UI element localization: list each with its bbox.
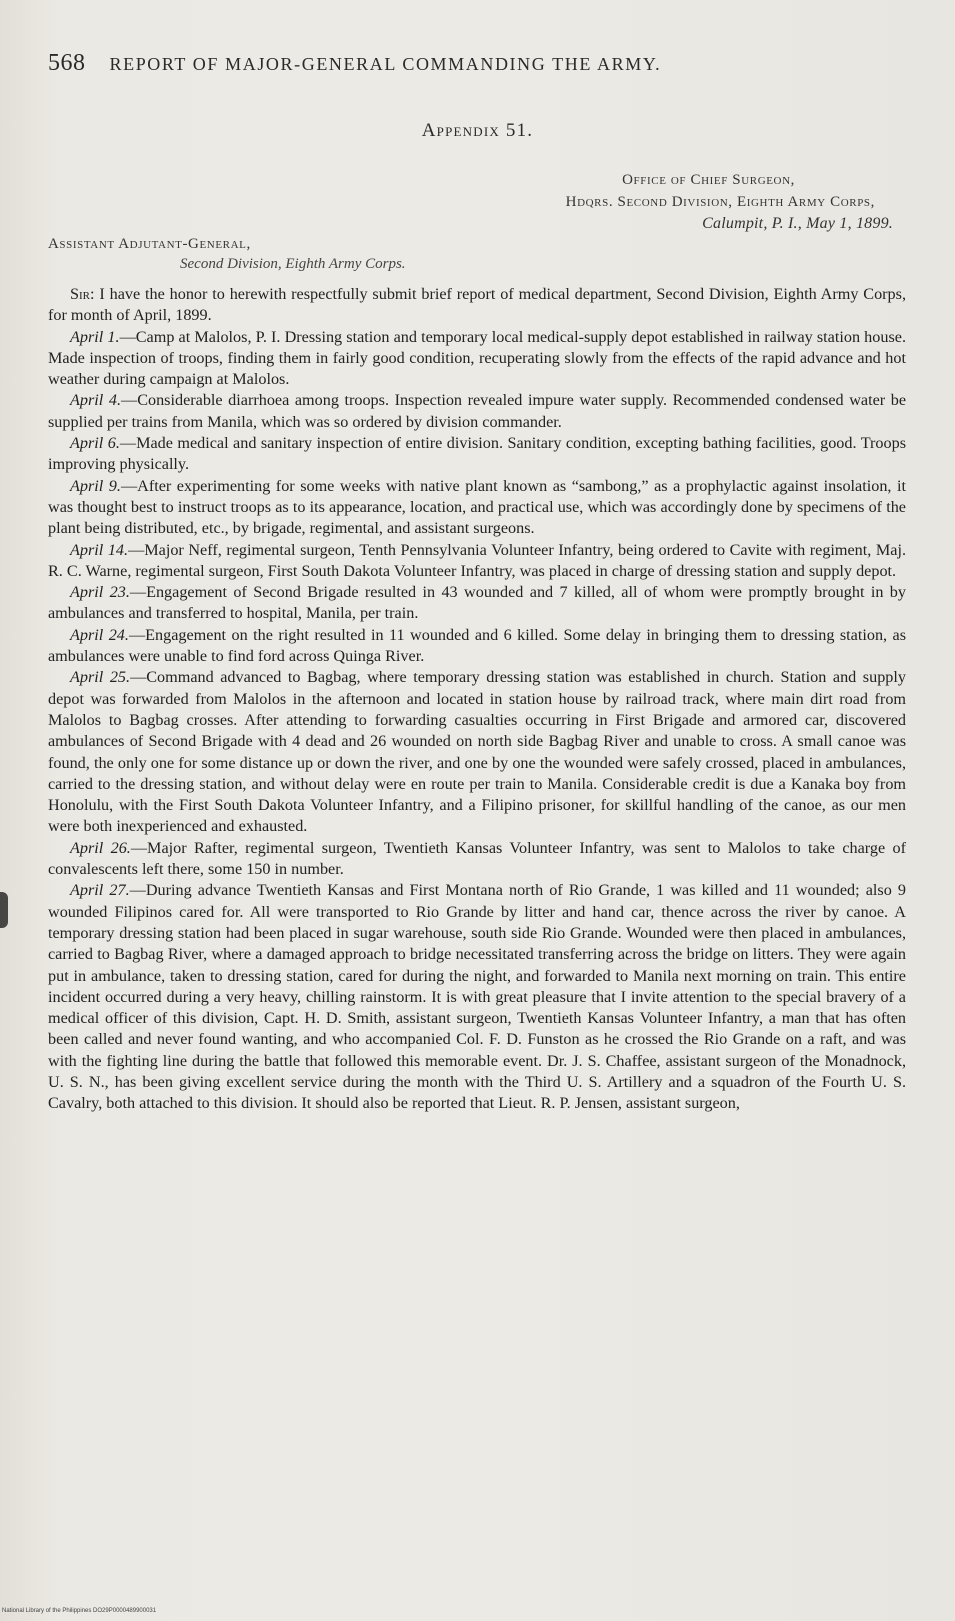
addressee-unit: Second Division, Eighth Army Corps.	[180, 256, 406, 272]
paragraph-entry	[48, 582, 906, 625]
paragraph-text: —Made medical and sanitary inspection of entire division. Sanitary condition, excepting bathing facilities, good. Troops improving physically.	[48, 434, 906, 474]
paragraph-entry	[48, 390, 906, 433]
paragraph-text: —Command advanced to Bagbag, where temporary dressing station was established in church. Station and supply depot was forwarded from Malolos in the afternoon and located in station house by railroad track, where main dirt road from Malolos to Bagbag crosses. After attending to forwarding casualties occurring in First Brigade and armored car, discovered ambulances of Second Brigade with 4 dead and 26 wounded on north side Bagbag River and unable to cross. A small canoe was found, the only one for some distance up or down the river, and one by one the wounded were safely crossed, placed in ambulances, carried to the dressing station, and without delay were en route per train to Manila. Considerable credit is due a Kanaka boy from Honolulu, with the First South Dakota Volunteer Infantry, and a Filipino prisoner, for skillful handling of the canoe, as our men were both inexperienced and exhausted.	[48, 668, 906, 836]
paragraph-text: —Engagement on the right resulted in 11 wounded and 6 killed. Some delay in bringing them to dressing station, as ambulances were unable to find ford across Quinga River.	[48, 625, 906, 666]
entry-date: April 4.	[70, 391, 121, 410]
letterhead-place-date: Calumpit, P. I., May 1, 1899.	[702, 215, 893, 232]
entry-date: April 25.	[70, 668, 131, 687]
page-header	[48, 50, 908, 77]
paragraph-entry	[48, 625, 906, 668]
paragraph-entry	[48, 838, 906, 881]
running-title: REPORT OF MAJOR-GENERAL COMMANDING THE ARMY.	[109, 54, 662, 74]
paragraph-text: I have the honor to herewith respectfully submit brief report of medical department, Second Division, Eighth Army Corps, for month of April, 1899.	[48, 285, 906, 325]
binding-shadow	[0, 892, 8, 928]
salutation: Sir:	[70, 285, 95, 303]
entry-date: April 23.	[70, 583, 130, 602]
entry-date: April 26.	[70, 838, 131, 857]
entry-date: April 24.	[70, 625, 129, 644]
paragraph-entry	[48, 667, 906, 837]
letterhead-office: Office of Chief Surgeon,	[622, 172, 795, 188]
paragraph-text: —Engagement of Second Brigade resulted in 43 wounded and 7 killed, all of whom were promptly brought in by ambulances and transferred to hospital, Manila, per train.	[48, 583, 906, 623]
paragraph-text: —Camp at Malolos, P. I. Dressing station and temporary local medical-supply depot established in railway station house. Made inspection of troops, finding them in fairly good condition, recuperating slowly from the effects of the rapid advance and hot weather during campaign at Malolos.	[48, 327, 906, 389]
library-imprint: National Library of the Philippines DO29P0000489900031	[2, 1608, 157, 1614]
paragraph-entry	[48, 433, 906, 476]
report-body	[48, 284, 906, 1115]
paragraph-salutation	[48, 284, 906, 327]
entry-date: April 27.	[70, 881, 130, 900]
letterhead-hdqrs: Hdqrs. Second Division, Eighth Army Corps,	[565, 194, 875, 210]
paragraph-text: —Considerable diarrhoea among troops. Inspection revealed impure water supply. Recommended condensed water be supplied per trains from Manila, which was so ordered by division commander.	[48, 391, 907, 431]
paragraph-text: —Major Neff, regimental surgeon, Tenth Pennsylvania Volunteer Infantry, being ordered to Cavite with regiment, Maj. R. C. Warne, regimental surgeon, First South Dakota Volunteer Infantry, was placed in charge of dressing station and supply depot.	[48, 540, 906, 580]
addressee-title: Assistant Adjutant-General,	[48, 236, 251, 252]
entry-date: April 1.	[70, 327, 120, 346]
entry-date: April 14.	[70, 540, 129, 559]
paragraph-entry	[48, 476, 906, 540]
entry-date: April 9.	[70, 476, 121, 495]
paragraph-text: —Major Rafter, regimental surgeon, Twentieth Kansas Volunteer Infantry, was sent to Malolos to take charge of convalescents left there, some 150 in number.	[48, 838, 906, 879]
page-number: 568	[48, 50, 86, 76]
paragraph-entry	[48, 880, 906, 1114]
appendix-title: Appendix 51.	[421, 120, 534, 141]
paragraph-entry	[48, 540, 906, 583]
paragraph-entry	[48, 327, 906, 391]
paragraph-text: —During advance Twentieth Kansas and First Montana north of Rio Grande, 1 was killed and 11 wounded; also 9 wounded Filipinos cared for. All were transported to Rio Grande by litter and hand car, thence across the river by canoe. A temporary dressing station had been placed in sugar warehouse, south side Rio Grande. Wounded were then placed in ambulances, carried to Bagbag River, where a damaged approach to bridge necessitated transferring across the bridge on litters. They were again put in ambulance, taken to dressing station, cared for during the night, and forwarded to Manila next morning on train. This entire incident occurred during a very heavy, chilling rainstorm. It is with great pleasure that I invite attention to the special bravery of a medical officer of this division, Capt. H. D. Smith, assistant surgeon, Twentieth Kansas Volunteer Infantry, a man that has often been called and never found wanting, and who accompanied Col. F. D. Funston as he crossed the Rio Grande on a raft, and was with the fighting line during the battle that followed this memorable event. Dr. J. S. Chaffee, assistant surgeon of the Monadnock, U. S. N., has been giving excellent service during the month with the Third U. S. Artillery and a squadron of the Fourth U. S. Cavalry, both attached to this division. It should also be reported that Lieut. R. P. Jensen, assistant surgeon,	[48, 881, 907, 1113]
entry-date: April 6.	[70, 434, 120, 453]
paragraph-text: —After experimenting for some weeks with native plant known as “sambong,” as a prophylactic against insolation, it was thought best to instruct troops as to its appearance, location, and practical use, which was accordingly done by specimens of the plant being distributed, etc., by brigade, regimental, and assistant surgeons.	[48, 476, 906, 538]
